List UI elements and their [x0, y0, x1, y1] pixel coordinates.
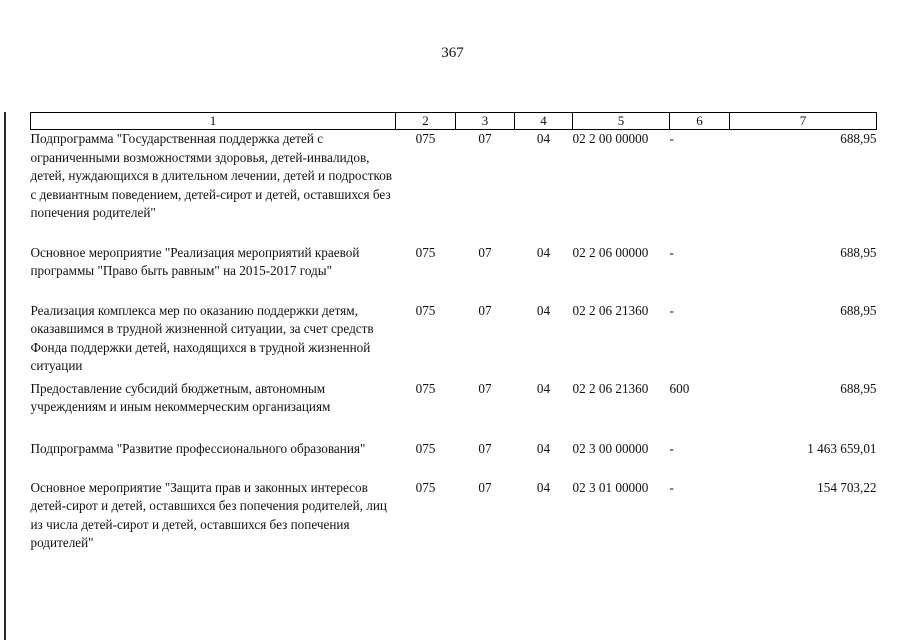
row-expense-type: -: [669, 302, 674, 318]
row-target-article: 02 2 06 00000: [572, 244, 649, 260]
row-ministry-code: 075: [415, 131, 436, 146]
budget-table: [30, 112, 877, 557]
row-name: Подпрограмма "Развитие профессионального образования": [30, 440, 366, 456]
row-subsection-code: 04: [536, 440, 551, 456]
row-subsection-code: 04: [536, 479, 551, 495]
row-name: Предоставление субсидий бюджетным, автономным учреждениям и иным некоммерческим организациям: [30, 380, 331, 414]
row-target-article: 02 3 01 00000: [572, 479, 649, 495]
row-name: Реализация комплекса мер по оказанию поддержки детям, оказавшимся в трудной жизненной ситуации, за счет средств Фонда поддержки детей, находящихся в трудной жизненной ситуации: [30, 302, 374, 373]
header-col-7: 7: [730, 113, 877, 130]
header-col-4: 4: [515, 113, 573, 130]
row-expense-type: -: [669, 244, 674, 260]
table-row: [31, 479, 877, 557]
row-target-article: 02 2 00 00000: [572, 131, 649, 146]
table-row: [31, 380, 877, 440]
row-target-article: 02 2 06 21360: [572, 380, 649, 396]
table-row: [31, 244, 877, 302]
row-name: Подпрограмма "Государственная поддержка детей с ограниченными возможностями здоровья, детей-инвалидов, детей, нуждающихся в длительном лечении, детей и подростков с девиантным поведением, детей-сирот и детей, оставшихся без попечения родителей": [30, 131, 393, 220]
row-amount: 688,95: [840, 302, 877, 318]
header-col-2: 2: [396, 113, 456, 130]
row-target-article: 02 2 06 21360: [572, 302, 649, 318]
row-expense-type: -: [669, 440, 674, 456]
row-subsection-code: 04: [536, 302, 551, 318]
row-amount: 1 463 659,01: [807, 440, 877, 456]
page-number: 367: [441, 45, 464, 61]
row-section-code: 07: [478, 244, 492, 260]
row-amount: 688,95: [840, 380, 877, 396]
row-section-code: 07: [478, 479, 492, 495]
row-ministry-code: 075: [415, 302, 436, 318]
row-subsection-code: 04: [536, 380, 551, 396]
row-section-code: 07: [478, 440, 492, 456]
row-target-article: 02 3 00 00000: [572, 440, 649, 456]
row-section-code: 07: [478, 302, 492, 318]
row-amount: 688,95: [840, 244, 877, 260]
header-col-5: 5: [573, 113, 670, 130]
table-row: [31, 302, 877, 380]
row-name: Основное мероприятие "Защита прав и законных интересов детей-сирот и детей, оставшихся без попечения родителей, лиц из числа детей-сирот и детей, оставшихся без попечения родителей": [30, 479, 387, 550]
header-col-3: 3: [456, 113, 515, 130]
table-row: [31, 130, 877, 244]
row-subsection-code: 04: [536, 244, 551, 260]
row-amount: 154 703,22: [817, 479, 877, 495]
row-ministry-code: 075: [415, 479, 436, 495]
row-name: Основное мероприятие "Реализация мероприятий краевой программы "Право быть равным" на 2015-2017 годы": [30, 244, 360, 278]
row-expense-type: 600: [669, 380, 690, 396]
row-ministry-code: 075: [415, 440, 436, 456]
left-margin-rule: [4, 112, 6, 640]
row-ministry-code: 075: [415, 244, 436, 260]
row-ministry-code: 075: [415, 380, 436, 396]
row-amount: 688,95: [840, 131, 877, 146]
row-section-code: 07: [478, 131, 492, 146]
header-col-6: 6: [670, 113, 730, 130]
row-expense-type: -: [669, 131, 674, 146]
table-row: [31, 440, 877, 479]
table-header-row: [31, 113, 877, 130]
row-section-code: 07: [478, 380, 492, 396]
row-subsection-code: 04: [536, 131, 551, 146]
header-col-1: 1: [31, 113, 396, 130]
row-expense-type: -: [669, 479, 674, 495]
